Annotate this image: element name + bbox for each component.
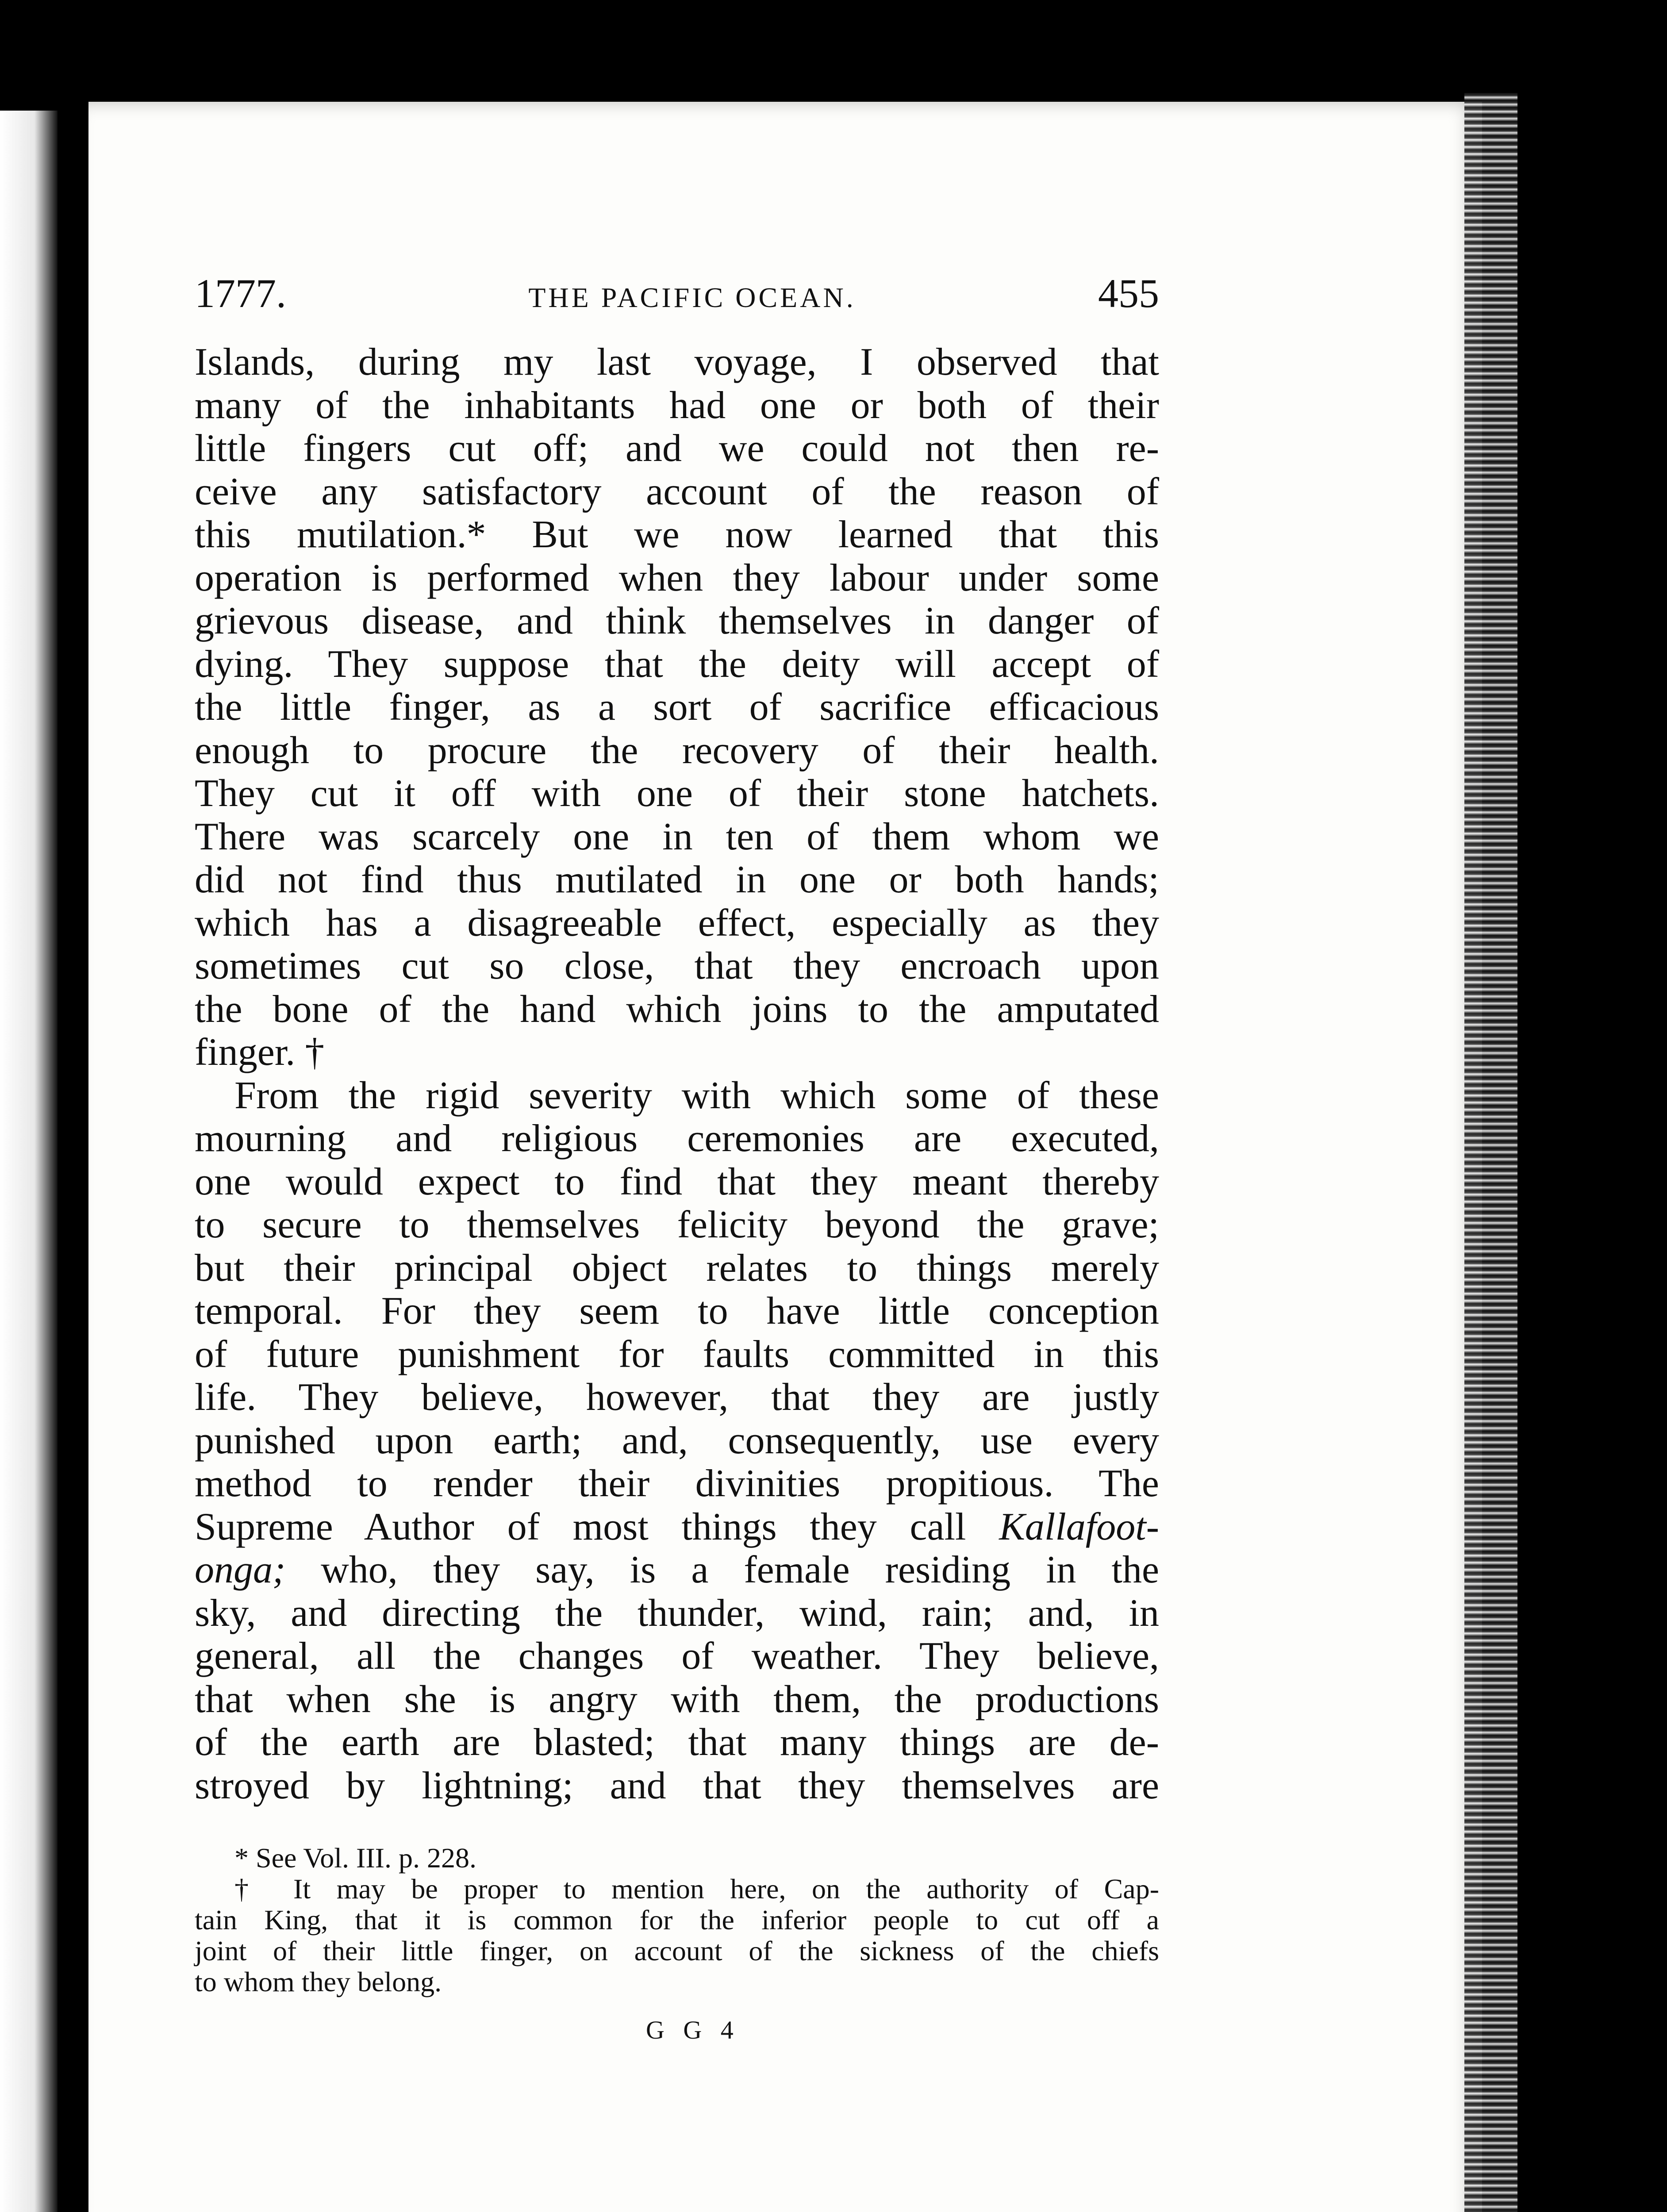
body-text: [195, 341, 1159, 1807]
body-line: this mutilation.* But we now learned that this: [195, 513, 1159, 556]
body-line: sometimes cut so close, that they encroach upon: [195, 945, 1159, 987]
body-line: which has a disagreeable effect, especially as they: [195, 901, 1159, 945]
body-line: little fingers cut off; and we could not then re-: [195, 427, 1159, 470]
footnote-1: * See Vol. III. p. 228.: [234, 1842, 476, 1874]
italic-term: onga;: [195, 1548, 286, 1591]
running-head: [195, 270, 1159, 323]
body-line: ceive any satisfactory account of the reason of: [195, 470, 1159, 513]
page-text-block: [195, 270, 1159, 2045]
body-line-with-italic: [195, 1505, 1159, 1549]
footnotes: [195, 1843, 1159, 1997]
body-line-with-italic: [195, 1548, 1159, 1592]
header-title: THE PACIFIC OCEAN.: [528, 282, 856, 313]
book-left-edge: [0, 111, 58, 2212]
body-line: enough to procure the recovery of their health.: [195, 729, 1159, 772]
body-line: of future punishment for faults committed in this: [195, 1333, 1159, 1376]
body-line: life. They believe, however, that they are justly: [195, 1376, 1159, 1419]
body-line: general, all the changes of weather. They believe,: [195, 1635, 1159, 1678]
book-right-edge: [1464, 93, 1517, 2212]
body-line: dying. They suppose that the deity will accept of: [195, 642, 1159, 686]
body-line: temporal. For they seem to have little conception: [195, 1290, 1159, 1333]
italic-term: Kallafoot-: [999, 1505, 1159, 1548]
body-line: to secure to themselves felicity beyond the grave;: [195, 1203, 1159, 1246]
body-line: stroyed by lightning; and that they themselves are: [195, 1764, 1159, 1807]
body-line: punished upon earth; and, consequently, use every: [195, 1419, 1159, 1462]
footnote-2-line: tain King, that it is common for the inferior people to cut off a: [195, 1904, 1159, 1936]
body-line: the little finger, as a sort of sacrifice efficacious: [195, 686, 1159, 729]
body-line: operation is performed when they labour under some: [195, 556, 1159, 599]
body-line-segment: Supreme Author of most things they call: [195, 1505, 966, 1548]
header-page-number: 455: [1098, 271, 1159, 316]
signature-mark: G G 4: [646, 2016, 740, 2044]
body-line: mourning and religious ceremonies are executed,: [195, 1117, 1159, 1160]
paragraph-start-line: From the rigid severity with which some of these: [234, 1074, 1159, 1117]
header-year: 1777.: [195, 271, 286, 316]
body-line-segment: who, they say, is a female residing in the: [321, 1548, 1159, 1591]
footnote-2-line: to whom they belong.: [195, 1966, 442, 1997]
body-line: sky, and directing the thunder, wind, rain; and, in: [195, 1591, 1159, 1635]
body-line: many of the inhabitants had one or both of their: [195, 384, 1159, 427]
body-line: the bone of the hand which joins to the amputated: [195, 987, 1159, 1031]
body-line: method to render their divinities propitious. The: [195, 1462, 1159, 1505]
footnote-2-line: joint of their little finger, on account of the sickness of the chiefs: [195, 1935, 1159, 1966]
footnote-2-line: † It may be proper to mention here, on the authority of Cap-: [234, 1873, 1159, 1905]
body-line: but their principal object relates to things merely: [195, 1246, 1159, 1290]
body-line: They cut it off with one of their stone hatchets.: [195, 772, 1159, 815]
body-line: did not find thus mutilated in one or both hands;: [195, 858, 1159, 901]
body-line: grievous disease, and think themselves in danger of: [195, 599, 1159, 642]
body-line: There was scarcely one in ten of them whom we: [195, 815, 1159, 858]
body-line: of the earth are blasted; that many things are de-: [195, 1721, 1159, 1764]
body-line: one would expect to find that they meant thereby: [195, 1160, 1159, 1203]
body-line: finger. †: [195, 1031, 325, 1074]
body-line: that when she is angry with them, the productions: [195, 1678, 1159, 1721]
body-line: Islands, during my last voyage, I observed that: [195, 341, 1159, 384]
